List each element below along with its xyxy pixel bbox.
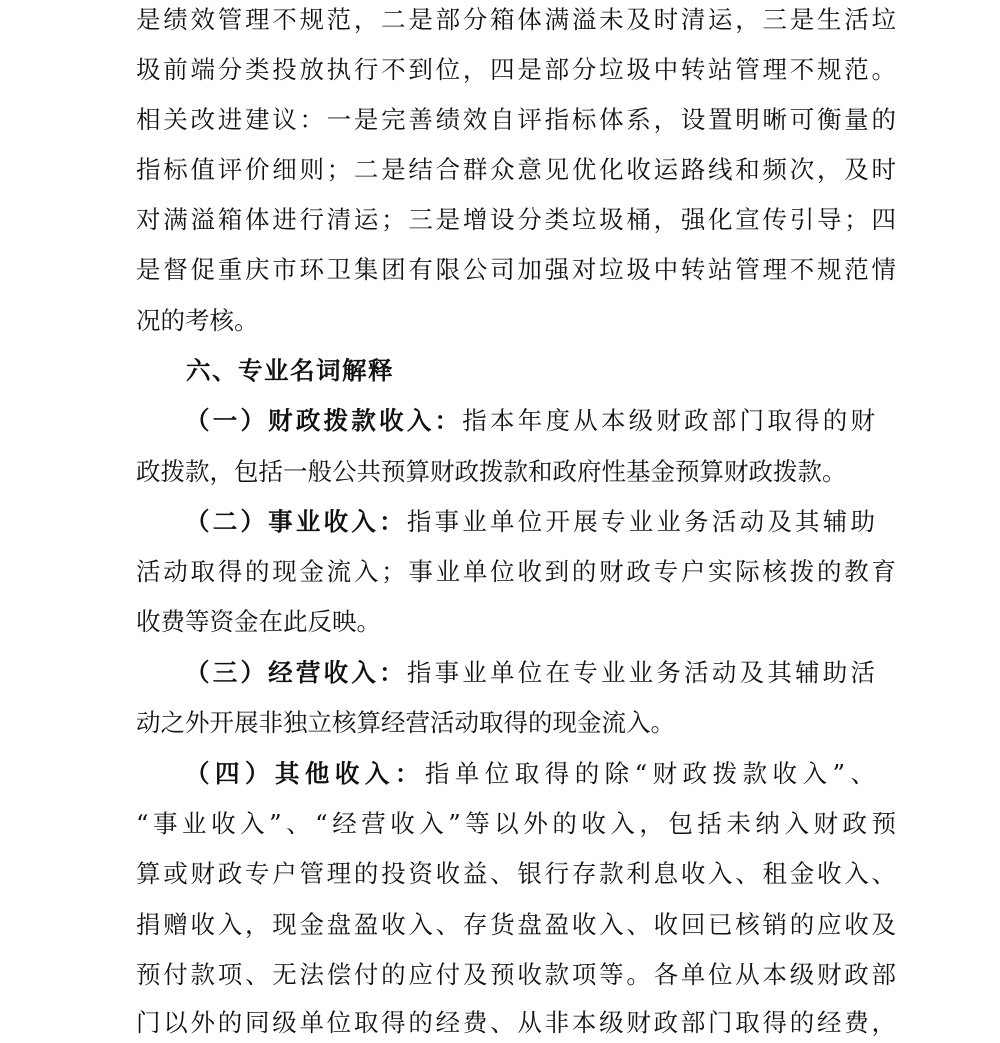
definition-first-line [185,401,875,441]
definition-line: 政拨款，包括一般公共预算财政拨款和政府性基金预算财政拨款。 [136,457,847,486]
definition-line: 收费等资金在此反映。 [136,607,381,636]
definition-text: 指单位取得的除“财政拨款收入”、 [424,759,875,788]
paragraph-line: 是绩效管理不规范，二是部分箱体满溢未及时清运，三是生活垃 [136,5,896,34]
definition-first-line [185,754,875,794]
definition-text: 指事业单位开展专业业务活动及其辅助 [406,507,876,536]
section-heading: 六、专业名词解释 [186,356,394,385]
definition-line: 门以外的同级单位取得的经费、从非本级财政部门取得的经费， [136,1008,896,1037]
paragraph-line: 圾前端分类投放执行不到位，四是部分垃圾中转站管理不规范。 [136,55,896,84]
definition-line: 预付款项、无法偿付的应付及预收款项等。各单位从本级财政部 [136,960,896,989]
definition-first-line [185,653,875,693]
definition-line: 捐赠收入，现金盘盈收入、存货盘盈收入、收回已核销的应收及 [136,910,896,939]
paragraph-line: 是督促重庆市环卫集团有限公司加强对垃圾中转站管理不规范情 [136,255,896,284]
definition-line: 动之外开展非独立核算经营活动取得的现金流入。 [136,708,675,737]
paragraph-line: 相关改进建议：一是完善绩效自评指标体系，设置明晰可衡量的 [136,105,896,134]
definition-text: 指本年度从本级财政部门取得的财 [462,406,876,435]
definition-term: （三）经营收入： [185,658,407,687]
definition-term: （二）事业收入： [185,507,407,536]
paragraph-line: 况的考核。 [136,306,259,335]
definition-line: 算或财政专户管理的投资收益、银行存款利息收入、租金收入、 [136,859,896,888]
definition-term: （一）财政拨款收入： [185,406,463,435]
definition-line: “事业收入”、“经营收入”等以外的收入，包括未纳入财政预 [136,809,896,838]
paragraph-line: 对满溢箱体进行清运；三是增设分类垃圾桶，强化宣传引导；四 [136,205,896,234]
definition-text: 指事业单位在专业业务活动及其辅助活 [406,658,876,687]
definition-term: （四）其他收入： [185,759,425,788]
definition-first-line [185,502,875,542]
paragraph-line: 指标值评价细则；二是结合群众意见优化收运路线和频次，及时 [136,155,896,184]
definition-line: 活动取得的现金流入；事业单位收到的财政专户实际核拨的教育 [136,557,896,586]
